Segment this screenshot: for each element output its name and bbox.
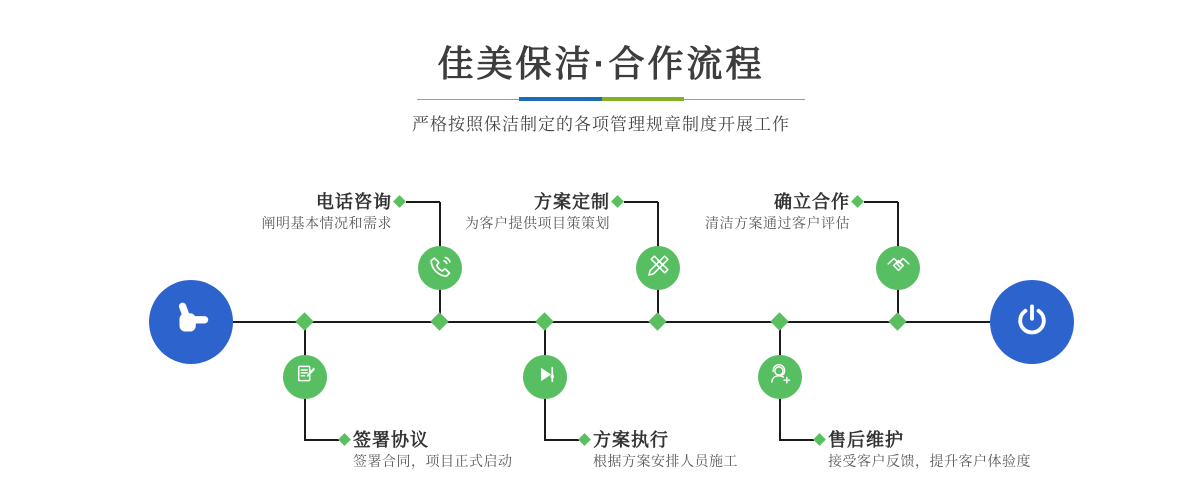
step-label — [705, 192, 850, 231]
contract-icon — [290, 359, 321, 395]
step-title: 电话咨询 — [316, 192, 392, 212]
step-desc: 为客户提供项目策策划 — [465, 215, 610, 231]
step-node — [636, 246, 680, 290]
step-title: 确立合作 — [774, 192, 850, 212]
step-node — [876, 246, 920, 290]
step-label — [593, 430, 738, 469]
main-timeline-line — [233, 321, 990, 323]
play-icon — [530, 359, 561, 395]
timeline-diamond — [535, 312, 553, 330]
step-connector-horizontal — [305, 439, 339, 441]
step-node — [758, 355, 802, 399]
divider-green-segment — [602, 97, 684, 101]
pencil-ruler-icon — [643, 250, 674, 286]
timeline-diamond — [295, 312, 313, 330]
step-node — [418, 246, 462, 290]
step-title: 签署协议 — [353, 430, 429, 450]
step-desc: 清洁方案通过客户评估 — [705, 215, 850, 231]
step-label-diamond — [393, 195, 406, 208]
page-title: 佳美保洁·合作流程 — [437, 43, 765, 84]
step-connector-horizontal — [864, 201, 898, 203]
step-label-diamond — [338, 433, 351, 446]
step-title: 方案定制 — [534, 192, 610, 212]
headset-plus-icon — [765, 359, 796, 395]
step-node — [283, 355, 327, 399]
step-desc: 阐明基本情况和需求 — [261, 215, 392, 231]
phone-icon — [425, 250, 456, 286]
timeline-diamond — [430, 312, 448, 330]
step-title: 售后维护 — [828, 430, 904, 450]
handshake-icon — [883, 250, 914, 286]
step-desc: 签署合同，项目正式启动 — [353, 453, 513, 469]
timeline-diamond — [770, 312, 788, 330]
step-desc: 根据方案安排人员施工 — [593, 453, 738, 469]
step-label — [828, 430, 1031, 469]
step-label-diamond — [578, 433, 591, 446]
step-label — [353, 430, 513, 469]
step-label — [465, 192, 610, 231]
timeline-diamond — [888, 312, 906, 330]
step-label-diamond — [611, 195, 624, 208]
step-label — [262, 192, 393, 231]
timeline-diamond — [648, 312, 666, 330]
step-title: 方案执行 — [593, 430, 669, 450]
step-connector-horizontal — [780, 439, 814, 441]
power-icon — [1011, 299, 1053, 346]
end-node — [990, 280, 1074, 364]
step-desc: 接受客户反馈，提升客户体验度 — [828, 453, 1031, 469]
step-connector-horizontal — [624, 201, 658, 203]
step-node — [523, 355, 567, 399]
start-node — [149, 280, 233, 364]
step-label-diamond — [851, 195, 864, 208]
hand-pointer-icon — [168, 297, 214, 348]
page-subtitle: 严格按照保洁制定的各项管理规章制度开展工作 — [412, 115, 790, 134]
divider-blue-segment — [519, 97, 602, 101]
step-label-diamond — [813, 433, 826, 446]
step-connector-horizontal — [545, 439, 579, 441]
step-connector-horizontal — [406, 201, 440, 203]
